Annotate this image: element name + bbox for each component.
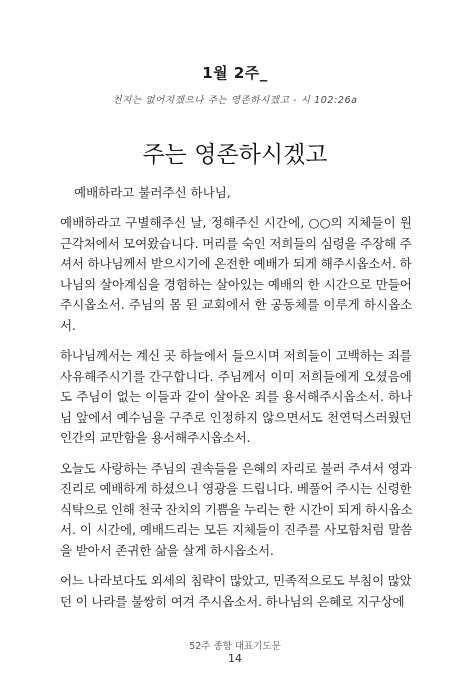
paragraph-line: 서. [60,317,76,333]
paragraph-line: 나님의 살아계심을 경험하는 살아있는 예배의 한 시간으로 만들어 [60,276,412,292]
prayer-paragraph [60,571,412,612]
paragraph-line: 하나님께서는 계신 곳 하늘에서 들으시며 저희들이 고백하는 죄를 [60,348,412,363]
week-label: 1월 2주_ [202,64,268,82]
paragraph-line: 던 이 나라를 불쌍히 여겨 주시옵소서. 하나님의 은혜로 지구상에 [60,593,405,609]
verse-reference: 천지는 없어지겠으나 주는 영존하시겠고 - 시 102:26a [112,95,358,106]
paragraph-line: 어느 나라보다도 외세의 침략이 많았고, 민족적으로도 부침이 많았 [60,573,412,588]
prayer-paragraph [60,459,412,562]
book-title: 52주 종합 대표기도문 [189,641,281,652]
page-number: 14 [228,652,242,665]
paragraph-line: 님 앞에서 예수님을 구주로 인정하지 않으면서도 천연덕스러웠던 [60,409,412,425]
prayer-body [60,183,412,622]
prayer-title: 주는 영존하시겠고 [142,142,328,168]
paragraph-line: 오늘도 사랑하는 주님의 권속들을 은혜의 자리로 불러 주셔서 영과 [60,460,412,476]
paragraph-line: 예배하라고 구별해주신 날, 정해주신 시간에, ○○의 지체들이 원 [60,215,413,230]
paragraph-line: 진리로 예배하게 하셨으니 영광을 드립니다. 베풀어 주시는 신령한 [60,481,412,496]
prayer-paragraph [60,213,412,336]
paragraph-line: 도 주님이 없는 이들과 같이 살아온 죄를 용서해주시옵소서. 하나 [60,389,413,404]
paragraph-line: 식탁으로 인해 천국 잔치의 기쁨을 누리는 한 시간이 되게 하시옵소 [60,501,413,517]
paragraph-line: 주시옵소서. 주님의 몸 된 교회에서 한 공동체를 이루게 하시옵소 [60,297,413,312]
prayer-paragraph [60,346,412,449]
paragraph-line: 인간의 교만함을 용서해주시옵소서. [60,430,251,445]
paragraph-line: 근각처에서 모여왔습니다. 머리를 숙인 저희들의 심령을 주장해 주 [60,235,412,251]
paragraph-line: 사유해주시기를 간구합니다. 주님께서 이미 저희들에게 오셨음에 [60,368,412,384]
paragraph-line: 을 받아서 존귀한 삶을 살게 하시옵소서. [60,542,274,558]
paragraph-line: 셔서 하나님께서 받으시기에 온전한 예배가 되게 해주시옵소서. 하 [60,256,412,271]
paragraph-line: 서. 이 시간에, 예배드리는 모든 지체들이 진주를 사모함처럼 말씀 [60,522,413,537]
greeting-line: 예배하라고 불러주신 하나님, [74,185,231,200]
